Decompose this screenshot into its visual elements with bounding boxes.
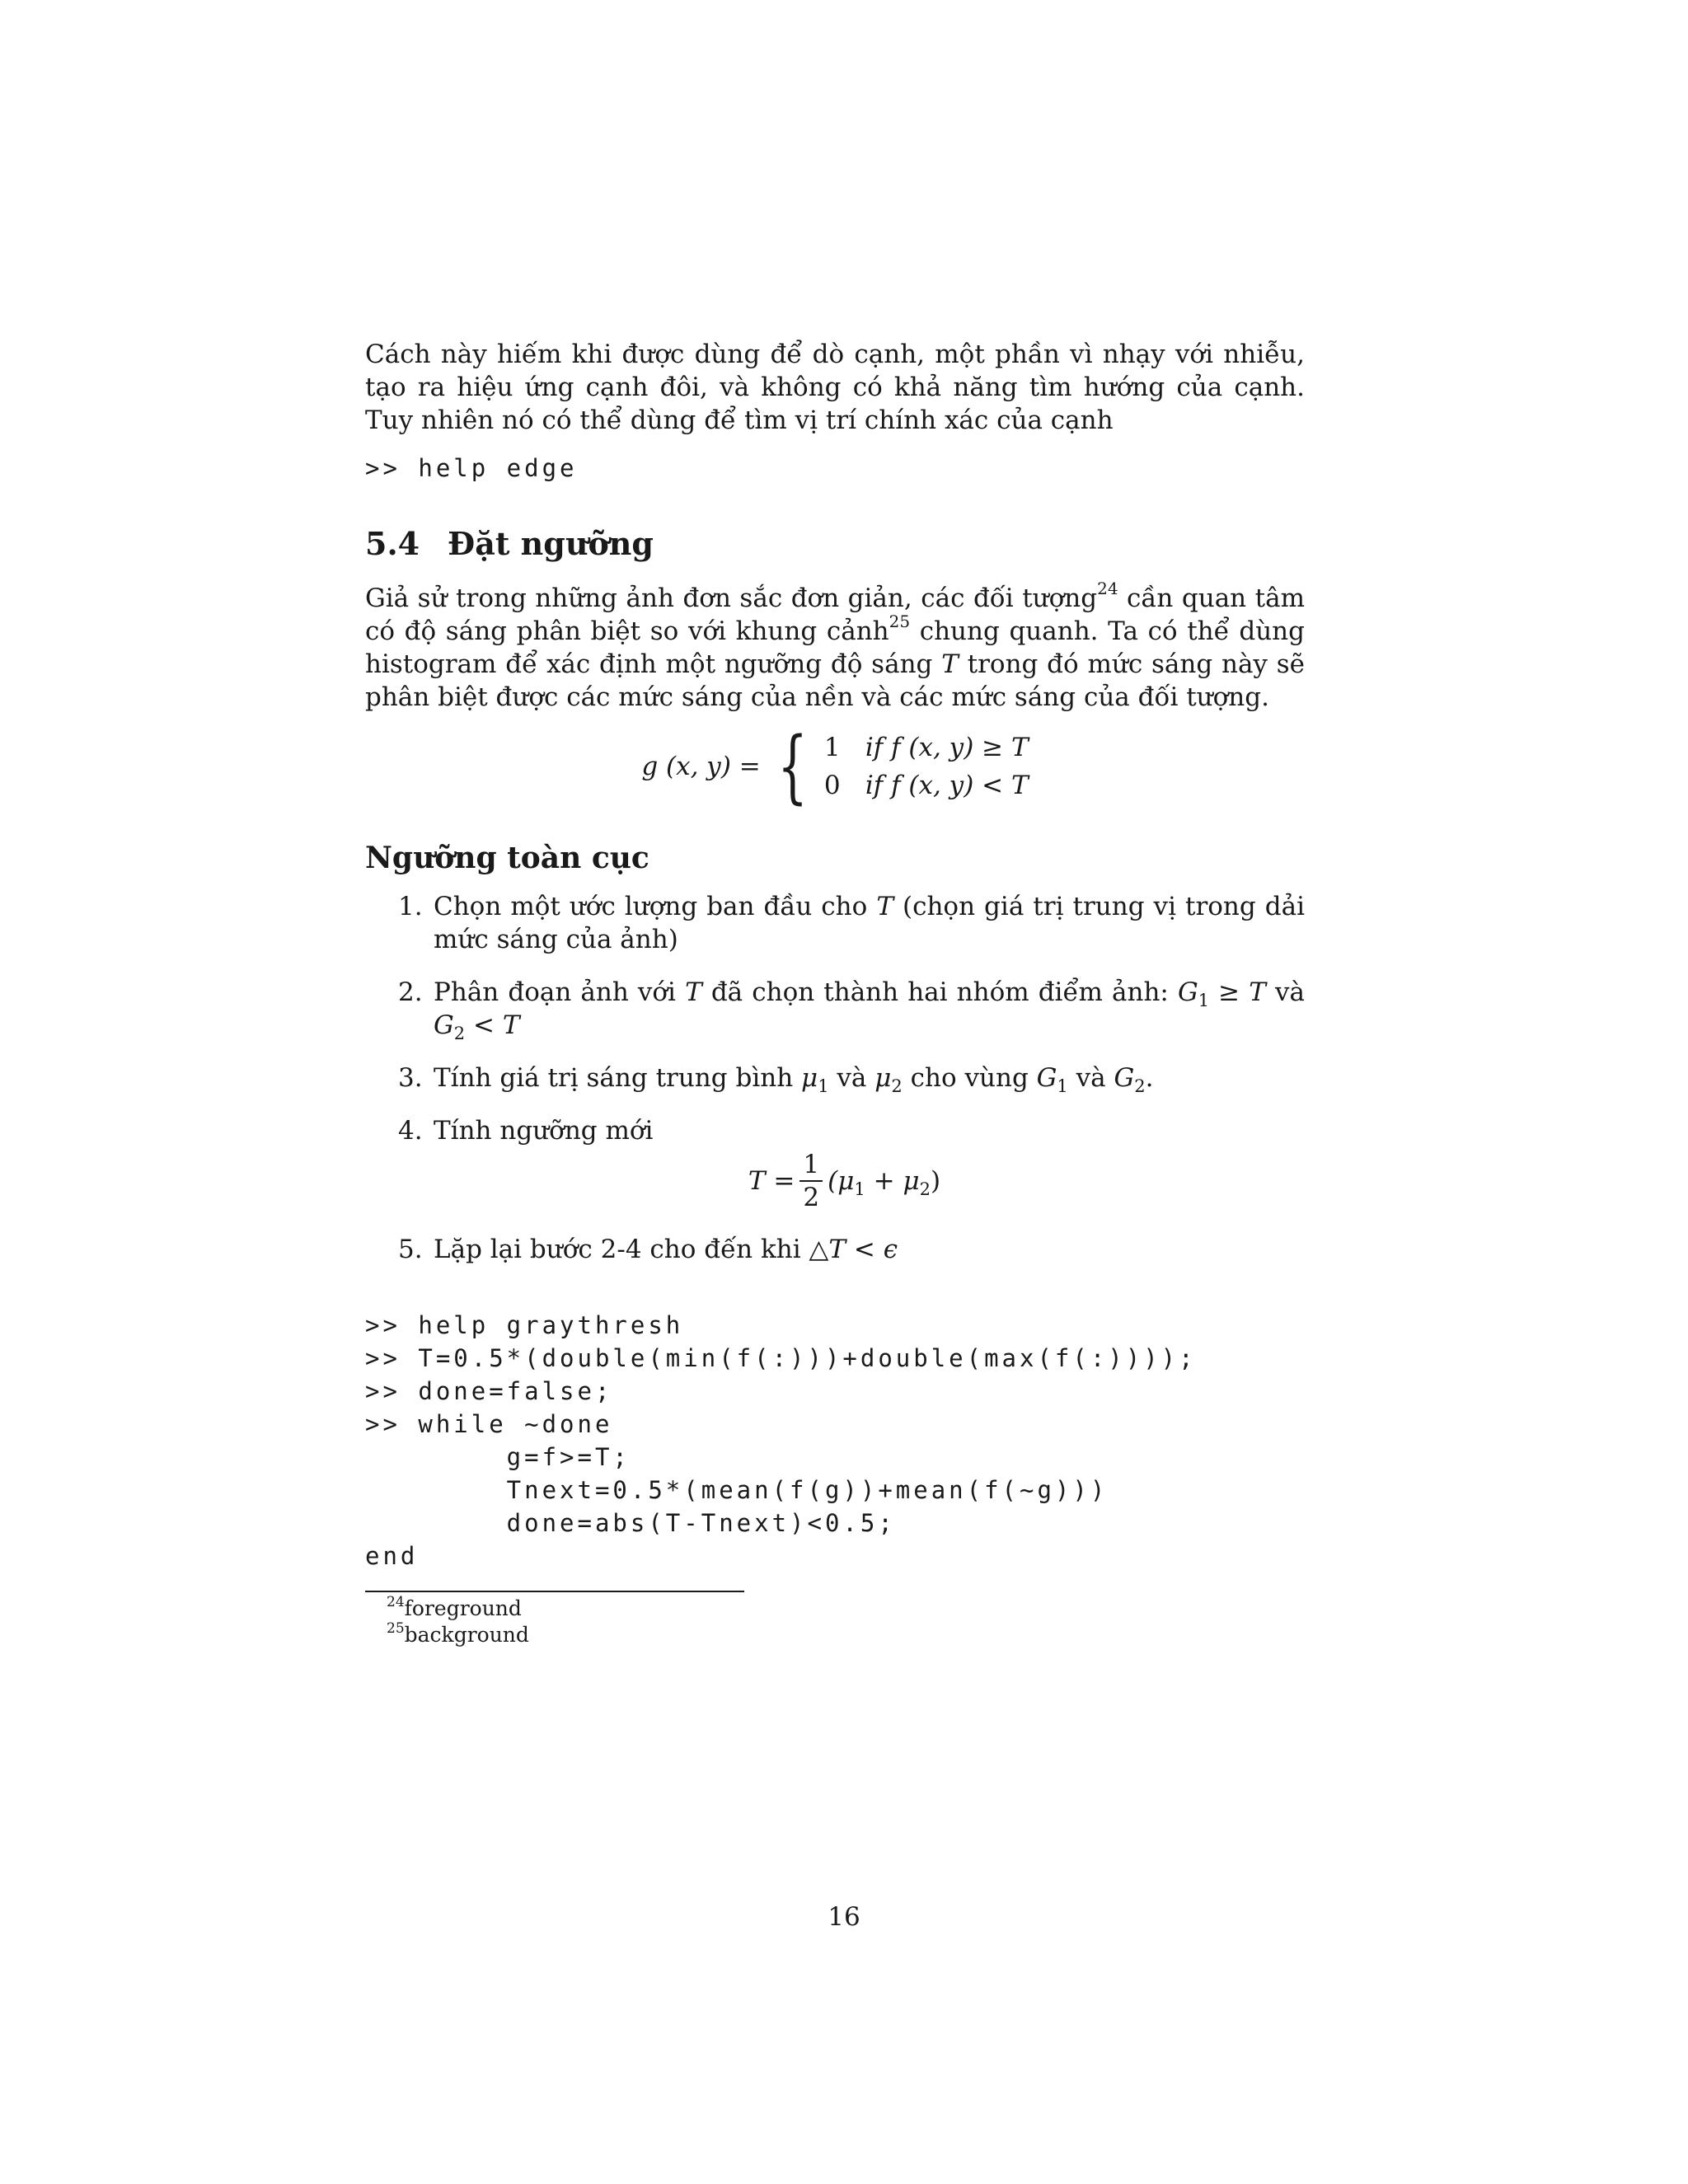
code-graythresh <box>365 1309 1305 1572</box>
list-item <box>365 890 1305 956</box>
page-body <box>365 338 1305 1648</box>
list-item <box>365 1233 1305 1266</box>
case-condition: if f (x, y) ≥ T <box>865 733 1029 762</box>
code-help-edge: >> help edge <box>365 454 578 482</box>
list-item-number: 3. <box>398 1063 423 1093</box>
equation-case-1 <box>824 729 1029 766</box>
code-line: >> while ~done <box>365 1410 613 1438</box>
list-item-text: Tính ngưỡng mới T = $\frac{1}{2}$ $(\mu_1 + \mu_2)$ <box>434 1114 1305 1213</box>
equation-case-2 <box>824 766 1029 804</box>
math-T: T <box>941 649 959 679</box>
subsection-heading: Ngưỡng toàn cục <box>365 841 649 875</box>
code-line: g=f>=T; <box>365 1443 631 1471</box>
paragraph-text: Giả sử trong những ảnh đơn sắc đơn giản, các đối tượng <box>365 583 1098 613</box>
new-threshold-equation: T = $\frac{1}{2}$ $(\mu_1 + \mu_2)$ <box>748 1150 941 1212</box>
case-condition: if f (x, y) < T <box>865 771 1029 800</box>
list-item-number: 2. <box>398 977 423 1007</box>
fraction: $\frac{1}{2}$ <box>799 1149 823 1213</box>
list-item-text: Tính giá trị sáng trung bình $\mu_1$ và $\mu_2$ cho vùng $G_1$ và $G_2$. <box>434 1063 1154 1097</box>
paragraph-text: chung quanh. Ta có thể dùng histogram để xác định một ngưỡng độ sáng <box>365 616 1305 679</box>
algorithm-steps <box>365 890 1305 1266</box>
code-line: >> done=false; <box>365 1377 613 1405</box>
code-line: >> T=0.5*(double(min(f(:)))+double(max(f(:)))); <box>365 1344 1197 1372</box>
list-item-number: 1. <box>398 892 423 921</box>
list-item <box>365 1062 1305 1097</box>
list-item-text: Phân đoạn ảnh với T đã chọn thành hai nhóm điểm ảnh: $G_1 \ge T$ và $G_2 < T$ <box>434 977 1305 1044</box>
paragraph-text: cần quan tâm có độ sáng phân biệt so với khung cảnh <box>365 583 1305 646</box>
code-line: >> help graythresh <box>365 1311 684 1339</box>
intro-paragraph: Cách này hiếm khi được dùng để dò cạnh, một phần vì nhạy với nhiễu, tạo ra hiệu ứng cạnh đôi, và không có khả năng tìm hướng của cạnh. Tuy nhiên nó có thể dùng để tìm vị trí chính xác của cạnh <box>365 340 1305 435</box>
page-number: 16 <box>828 1902 860 1932</box>
list-item-number: 4. <box>398 1116 423 1146</box>
left-brace: { <box>776 720 808 813</box>
list-item-text: Lặp lại bước 2-4 cho đến khi △T < ϵ <box>434 1235 898 1264</box>
section-title: Đặt ngưỡng <box>448 525 654 562</box>
footnote-ref-25: 25 <box>889 611 911 631</box>
list-item <box>365 976 1305 1042</box>
section-heading <box>365 524 1305 564</box>
paragraph-text: trong đó mức sáng này sẽ phân biệt được các mức sáng của nền và các mức sáng của đối tượng. <box>365 649 1305 712</box>
section-number: 5.4 <box>365 525 420 562</box>
code-line: done=abs(T-Tnext)<0.5; <box>365 1509 896 1537</box>
list-item <box>365 1114 1305 1213</box>
footnote-25: $^{25}$background <box>387 1619 529 1647</box>
footnote-ref-24: 24 <box>1097 578 1118 598</box>
case-value: 1 <box>823 733 841 762</box>
list-item-text: Chọn một ước lượng ban đầu cho T (chọn giá trị trung vị trong dải mức sáng của ảnh) <box>434 892 1305 954</box>
threshold-equation <box>365 720 1305 813</box>
code-line: end <box>365 1542 419 1570</box>
equation-lhs: g (x, y) = <box>641 752 761 781</box>
list-item-number: 5. <box>398 1235 423 1264</box>
threshold-paragraph <box>365 578 1305 714</box>
code-line: Tnext=0.5*(mean(f(g))+mean(f(~g))) <box>365 1476 1109 1504</box>
case-value: 0 <box>823 771 841 800</box>
equation-cases <box>824 729 1029 804</box>
footnote-24: $^{24}$foreground <box>387 1593 522 1620</box>
